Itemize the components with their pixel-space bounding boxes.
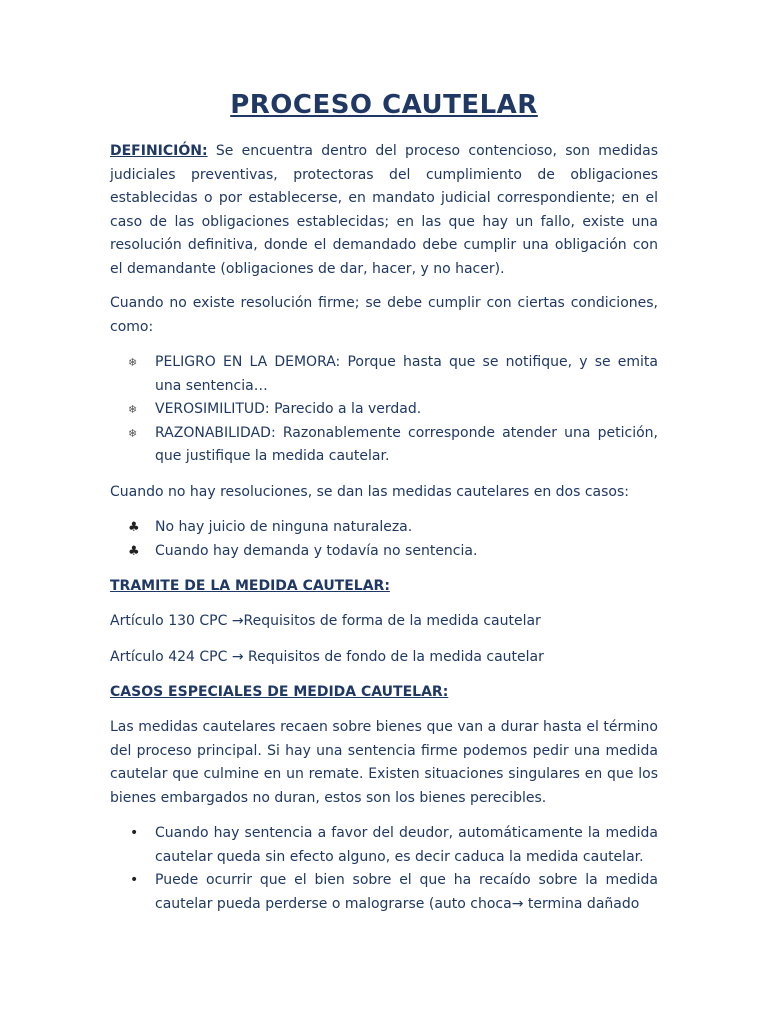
page-title: PROCESO CAUTELAR xyxy=(230,90,538,120)
special-cases-paragraph: Las medidas cautelares recaen sobre bienes que van a durar hasta el término del proceso principal. Si hay una sentencia firme podemos pedir una medida cautelar que culmine en un remate. Existen situaciones singulares en que los bienes embargados no duran, estos son los bienes perecibles. xyxy=(110,719,658,806)
list-item: • Puede ocurrir que el bien sobre el que ha recaído sobre la medida cautelar pueda perderse o malograrse (auto choca→ termina dañado xyxy=(110,869,658,916)
cases-intro-paragraph: Cuando no hay resoluciones, se dan las medidas cautelares en dos casos: xyxy=(110,484,629,500)
definition-label: DEFINICIÓN: xyxy=(110,143,208,159)
asterisk-bullet-icon: ❄ xyxy=(128,356,138,369)
conditions-intro-paragraph: Cuando no existe resolución firme; se debe cumplir con ciertas condiciones, como: xyxy=(110,295,658,335)
asterisk-bullet-icon: ❄ xyxy=(128,403,138,416)
list-item: ❄ VEROSIMILITUD: Parecido a la verdad. xyxy=(110,398,658,422)
list-item: ♣ No hay juicio de ninguna naturaleza. xyxy=(110,516,658,540)
asterisk-bullet-icon: ❄ xyxy=(128,426,138,440)
definition-paragraph xyxy=(110,140,658,281)
article-130-line: Artículo 130 CPC →Requisitos de forma de la medida cautelar xyxy=(110,613,541,629)
arrow-right-icon: → xyxy=(231,613,244,629)
special-cases-list xyxy=(110,822,658,916)
club-bullet-icon: ♣ xyxy=(128,543,140,559)
arrow-right-icon: → xyxy=(511,895,524,912)
cases-list xyxy=(110,516,658,563)
club-bullet-icon: ♣ xyxy=(128,520,140,535)
tramite-heading: TRAMITE DE LA MEDIDA CAUTELAR: xyxy=(110,578,390,594)
arrow-right-icon: → xyxy=(231,649,244,665)
special-cases-heading: CASOS ESPECIALES DE MEDIDA CAUTELAR: xyxy=(110,684,449,700)
list-item: • Cuando hay sentencia a favor del deudor, automáticamente la medida cautelar queda sin efecto alguno, es decir caduca la medida cautelar. xyxy=(110,822,658,869)
conditions-list xyxy=(110,351,658,469)
list-item: ♣ Cuando hay demanda y todavía no sentencia. xyxy=(110,540,658,564)
definition-text: Se encuentra dentro del proceso contencioso, son medidas judiciales preventivas, protectoras del cumplimiento de obligaciones establecidas o por establecerse, en mandato judicial correspondiente; en el caso de las obligaciones establecidas; en las que hay un fallo, existe una resolución definitiva, donde el demandado debe cumplir una obligación con el demandante (obligaciones de dar, hacer, y no hacer). xyxy=(110,143,658,277)
list-item: ❄ PELIGRO EN LA DEMORA: Porque hasta que se notifique, y se emita una sentencia… xyxy=(110,351,658,398)
dot-bullet-icon: • xyxy=(130,825,139,841)
dot-bullet-icon: • xyxy=(130,872,139,888)
article-424-line: Artículo 424 CPC → Requisitos de fondo de la medida cautelar xyxy=(110,649,544,665)
list-item: ❄ RAZONABILIDAD: Razonablemente corresponde atender una petición, que justifique la medida cautelar. xyxy=(110,422,658,469)
